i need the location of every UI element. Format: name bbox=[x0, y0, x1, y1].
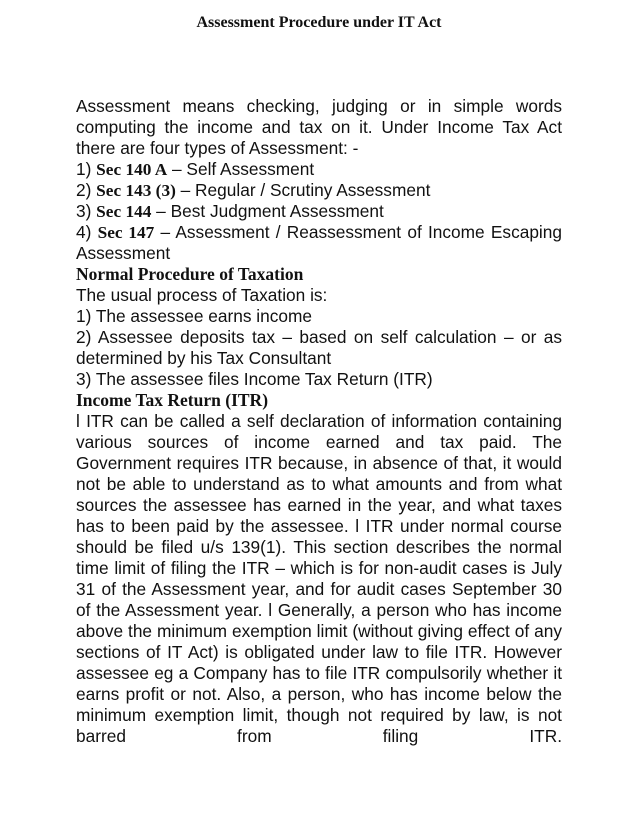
assessment-type-item bbox=[76, 159, 562, 180]
item-number: 4) bbox=[76, 222, 98, 242]
item-number: 2) bbox=[76, 180, 97, 200]
section-heading-normal-procedure: Normal Procedure of Taxation bbox=[76, 264, 304, 284]
section-reference: Sec 147 bbox=[97, 223, 155, 242]
section-reference: Sec 144 bbox=[96, 202, 152, 221]
assessment-type-description: – Best Judgment Assessment bbox=[151, 201, 384, 221]
assessment-types-list bbox=[76, 159, 562, 264]
procedure-intro: The usual process of Taxation is: bbox=[76, 285, 328, 305]
assessment-type-description: – Self Assessment bbox=[167, 159, 315, 179]
assessment-type-item bbox=[76, 201, 562, 222]
document-body bbox=[76, 96, 562, 747]
section-reference: Sec 143 (3) bbox=[96, 181, 176, 200]
intro-paragraph: Assessment means checking, judging or in simple words computing the income and tax on it. Under Income Tax Act there are four types of Assessment: - bbox=[76, 96, 562, 158]
assessment-type-description: – Regular / Scrutiny Assessment bbox=[175, 180, 431, 200]
section-heading-itr: Income Tax Return (ITR) bbox=[76, 390, 269, 410]
document-title: Assessment Procedure under IT Act bbox=[196, 14, 442, 31]
item-number: 1) bbox=[76, 159, 97, 179]
procedure-step: 3) The assessee files Income Tax Return (ITR) bbox=[76, 369, 433, 389]
assessment-type-description: – Assessment / Reassessment of Income Escaping Assessment bbox=[76, 222, 562, 263]
assessment-type-item bbox=[76, 180, 562, 201]
assessment-type-item bbox=[76, 222, 562, 264]
procedure-step: 1) The assessee earns income bbox=[76, 306, 312, 326]
procedure-step: 2) Assessee deposits tax – based on self calculation – or as determined by his Tax Consultant bbox=[76, 327, 562, 368]
item-number: 3) bbox=[76, 201, 97, 221]
section-reference: Sec 140 A bbox=[96, 160, 168, 179]
itr-paragraph: l ITR can be called a self declaration of information containing various sources of income earned and tax paid. The Government requires ITR because, in absence of that, it would not be able to understand as to what amounts and from what sources the assessee has earned in the year, and what taxes has to been paid by the assessee. l ITR under normal course should be filed u/s 139(1). This section describes the normal time limit of filing the ITR – which is for non-audit cases is July 31 of the Assessment year, and for audit cases September 30 of the Assessment year. l Generally, a person who has income above the minimum exemption limit (without giving effect of any sections of IT Act) is obligated under law to file ITR. However assessee eg a Company has to file ITR compulsorily whether it earns profit or not. Also, a person, who has income below the minimum exemption limit, though not required by law, is not barred from filing ITR. bbox=[76, 411, 562, 746]
